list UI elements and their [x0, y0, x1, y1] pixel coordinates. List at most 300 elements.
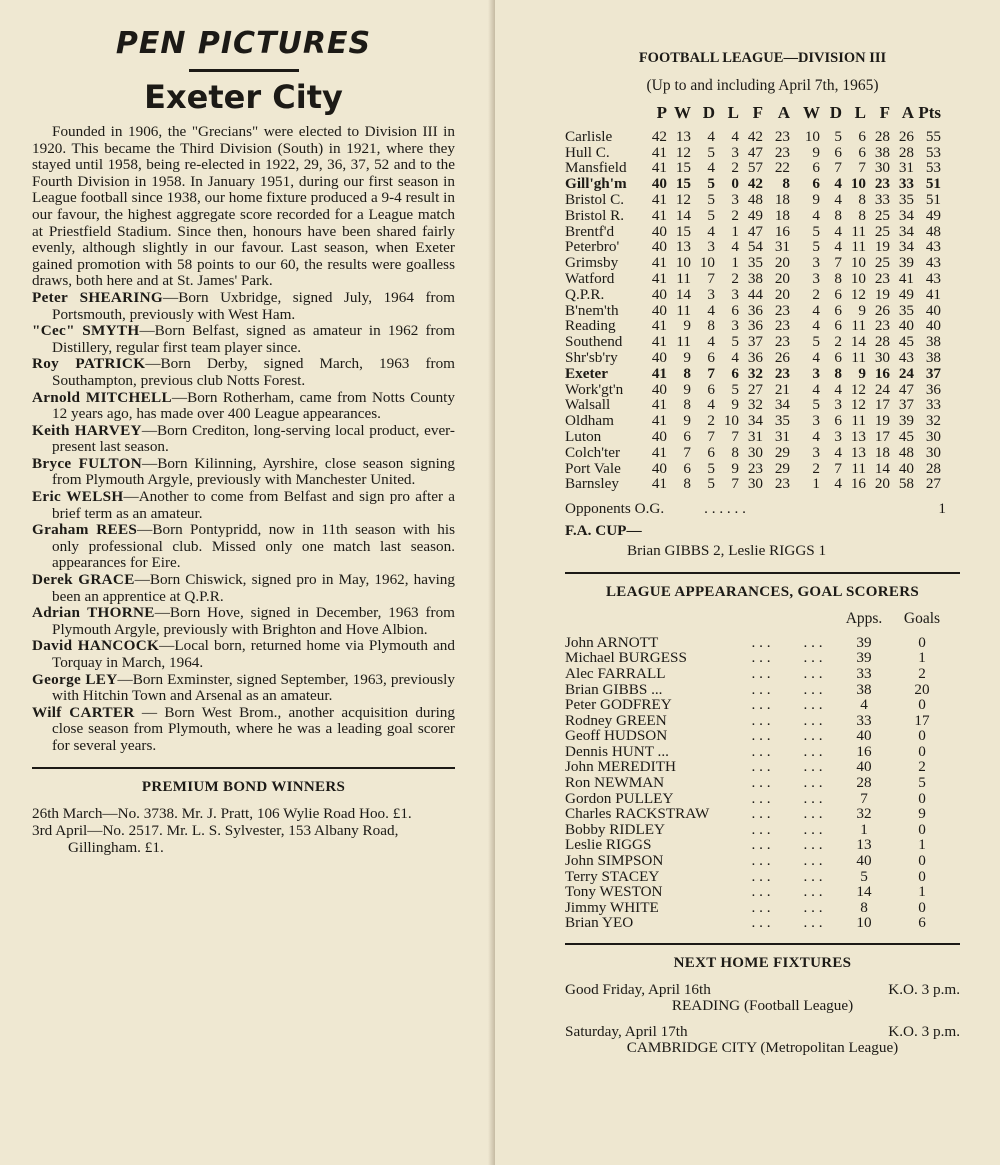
player-name: Peter GODFREY [565, 696, 672, 714]
table-cell: 6 [707, 443, 715, 461]
appearances-count: 7 [860, 789, 868, 807]
leader-dots: . . . [803, 711, 823, 729]
leader-dots: . . . [751, 805, 771, 823]
leader-dots: . . . [751, 649, 771, 667]
table-cell: 41 [651, 333, 667, 351]
table-cell: 6 [858, 127, 866, 145]
table-cell: 7 [683, 443, 691, 461]
table-cell: 19 [874, 285, 890, 303]
table-cell: 41 [651, 206, 667, 224]
table-cell: 34 [898, 238, 914, 256]
leader-dots: . . . [803, 696, 823, 714]
table-cell: 23 [747, 459, 763, 477]
table-cell: 4 [707, 301, 715, 319]
table-cell: 23 [774, 301, 790, 319]
table-cell: 41 [651, 254, 667, 272]
table-cell: 11 [851, 238, 866, 256]
leader-dots: . . . [751, 898, 771, 916]
table-cell: 40 [651, 175, 667, 193]
fixtures-heading: NEXT HOME FIXTURES [673, 955, 852, 971]
leader-dots: . . . [751, 774, 771, 792]
table-cell: 3 [812, 364, 820, 382]
table-cell: 43 [925, 238, 941, 256]
table-cell: 32 [747, 364, 763, 382]
team-name: Brentf'd [565, 222, 615, 240]
player-bio: —Born Rotherham, came from Notts County 12 years ago, has made over 400 League appearances. [52, 388, 455, 423]
table-cell: 6 [707, 380, 715, 398]
team-name: Reading [565, 317, 616, 335]
player-name: Leslie RIGGS [565, 836, 652, 854]
table-cell: 23 [774, 333, 790, 351]
table-cell: 30 [747, 475, 763, 493]
table-cell: 2 [731, 159, 739, 177]
club-title: Exeter City [144, 78, 343, 116]
table-cell: 40 [651, 285, 667, 303]
team-name: Mansfield [565, 159, 627, 177]
table-cell: 53 [925, 143, 941, 161]
appearances-count: 33 [856, 664, 872, 682]
player-profile [32, 605, 455, 638]
table-cell: 49 [898, 285, 914, 303]
table-cell: 6 [731, 301, 739, 319]
table-cell: 30 [925, 427, 941, 445]
table-cell: 41 [925, 285, 941, 303]
table-cell: 24 [898, 364, 914, 382]
table-cell: 8 [707, 317, 715, 335]
column-header: L [727, 103, 739, 122]
player-profile [32, 672, 455, 705]
fixture-opponent: READING (Football League) [671, 997, 854, 1014]
player-bio: —Local born, returned home via Plymouth and Torquay in March, 1964. [52, 637, 455, 671]
table-cell: 5 [707, 143, 715, 161]
table-cell: 4 [834, 175, 842, 193]
leader-dots: . . . [803, 852, 823, 870]
pen-pictures-heading: PEN PICTURES [115, 26, 372, 61]
team-name: Southend [565, 333, 623, 351]
league-table-date: (Up to and including April 7th, 1965) [646, 77, 879, 94]
appearances-count: 28 [856, 774, 872, 792]
goals-count: 2 [918, 758, 926, 776]
table-cell: 44 [747, 285, 763, 303]
table-cell: 8 [858, 190, 866, 208]
league-table [565, 105, 941, 492]
table-cell: 7 [834, 254, 842, 272]
table-cell: 32 [925, 412, 941, 430]
leader-dots: . . . [803, 789, 823, 807]
own-goals-label: Opponents O.G. [565, 500, 665, 518]
league-table-row [565, 239, 941, 255]
table-cell: 33 [925, 396, 941, 414]
table-cell: 4 [731, 127, 739, 145]
player-profile [32, 390, 455, 423]
own-goals-dots: . . . . . . [704, 500, 746, 518]
leader-dots: . . . [751, 680, 771, 698]
table-cell: 20 [774, 285, 790, 303]
goals-count: 20 [914, 680, 930, 698]
team-name: Carlisle [565, 127, 613, 145]
table-cell: 37 [925, 364, 941, 382]
player-profile [32, 323, 455, 356]
player-name: Gordon PULLEY [565, 789, 674, 807]
table-cell: 2 [812, 285, 820, 303]
column-header: D [829, 103, 842, 122]
player-name: Bobby RIDLEY [565, 820, 665, 838]
goals-count: 0 [918, 696, 926, 714]
table-cell: 11 [851, 412, 866, 430]
table-cell: 22 [774, 159, 790, 177]
table-cell: 8 [834, 364, 842, 382]
player-name: David HANCOCK [32, 637, 160, 655]
team-name: Port Vale [565, 459, 621, 477]
goals-count: 2 [918, 664, 926, 682]
table-cell: 9 [731, 459, 739, 477]
goals-count: 0 [918, 820, 926, 838]
team-name: Barnsley [565, 475, 619, 493]
table-cell: 6 [812, 159, 820, 177]
league-table-row [565, 176, 941, 192]
table-cell: 57 [747, 159, 763, 177]
table-cell: 40 [651, 301, 667, 319]
league-table-row [565, 224, 941, 240]
table-cell: 41 [651, 396, 667, 414]
table-cell: 3 [707, 285, 715, 303]
team-name: Grimsby [565, 254, 619, 272]
appearances-count: 10 [856, 914, 872, 932]
league-table-row [565, 208, 941, 224]
player-name: Brian YEO [565, 914, 634, 932]
leader-dots: . . . [751, 789, 771, 807]
table-cell: 6 [834, 301, 842, 319]
league-table-row [565, 382, 941, 398]
goals-count: 0 [918, 789, 926, 807]
column-header: Pts [918, 103, 941, 122]
league-table-row [565, 429, 941, 445]
table-cell: 48 [747, 190, 763, 208]
player-name: Arnold MITCHELL [32, 388, 172, 406]
fixture-date: Saturday, April 17th [565, 1023, 688, 1040]
appearances-count: 40 [856, 758, 872, 776]
table-cell: 23 [774, 364, 790, 382]
league-table-row [565, 255, 941, 271]
table-cell: 40 [898, 459, 914, 477]
table-cell: 41 [651, 143, 667, 161]
leader-dots: . . . [751, 867, 771, 885]
table-cell: 12 [675, 143, 691, 161]
player-profile [32, 290, 455, 323]
column-header: F [752, 103, 763, 122]
leader-dots: . . . [751, 758, 771, 776]
table-cell: 1 [731, 222, 739, 240]
league-table-row [565, 413, 941, 429]
table-cell: 4 [834, 443, 842, 461]
table-cell: 36 [925, 380, 941, 398]
table-cell: 34 [747, 412, 763, 430]
table-cell: 4 [731, 238, 739, 256]
appearances-count: 39 [856, 633, 872, 651]
table-cell: 25 [874, 222, 890, 240]
table-cell: 6 [834, 285, 842, 303]
table-cell: 30 [874, 348, 890, 366]
table-cell: 55 [925, 127, 941, 145]
appearance-row [565, 666, 955, 682]
column-header: A [777, 103, 790, 122]
goals-count: 5 [918, 774, 926, 792]
player-bio: —Born Derby, signed March, 1963 from Southampton, previous club Notts Forest. [52, 355, 455, 389]
table-cell: 4 [834, 380, 842, 398]
table-cell: 6 [683, 427, 691, 445]
table-cell: 31 [747, 427, 763, 445]
player-name: Dennis HUNT ... [565, 742, 669, 760]
goals-count: 17 [914, 711, 930, 729]
table-cell: 39 [898, 254, 914, 272]
table-cell: 11 [851, 459, 866, 477]
column-header: A [901, 103, 914, 122]
player-name: John SIMPSON [565, 852, 664, 870]
table-cell: 19 [874, 238, 890, 256]
player-name: Michael BURGESS [565, 649, 687, 667]
player-name: Tony WESTON [565, 883, 663, 901]
table-cell: 5 [707, 475, 715, 493]
table-cell: 12 [850, 380, 866, 398]
heading-rule [189, 69, 299, 72]
player-name: Geoff HUDSON [565, 727, 668, 745]
player-bio: —Born Kilinning, Ayrshire, close season signing from Plymouth Argyle, previously with Manchester United. [52, 454, 455, 489]
column-header: W [674, 103, 691, 122]
table-cell: 1 [812, 475, 820, 493]
player-name: Bryce FULTON [32, 454, 143, 472]
table-cell: 4 [834, 475, 842, 493]
table-cell: 35 [774, 412, 790, 430]
goals-count: 6 [918, 914, 926, 932]
table-cell: 4 [812, 301, 820, 319]
table-cell: 15 [675, 159, 691, 177]
table-cell: 7 [834, 459, 842, 477]
table-cell: 41 [651, 475, 667, 493]
table-cell: 11 [676, 269, 691, 287]
table-cell: 20 [774, 269, 790, 287]
table-cell: 42 [651, 127, 667, 145]
table-cell: 41 [651, 269, 667, 287]
table-cell: 34 [774, 396, 790, 414]
table-cell: 47 [747, 222, 763, 240]
table-cell: 4 [812, 206, 820, 224]
appearances-count: 5 [860, 867, 868, 885]
table-cell: 9 [683, 380, 691, 398]
table-cell: 41 [651, 317, 667, 335]
appearances-count: 38 [856, 680, 872, 698]
team-name: Oldham [565, 412, 614, 430]
table-cell: 43 [925, 269, 941, 287]
goals-count: 0 [918, 633, 926, 651]
team-name: Exeter [565, 364, 609, 382]
table-cell: 27 [747, 380, 763, 398]
table-cell: 8 [834, 269, 842, 287]
table-cell: 33 [898, 175, 914, 193]
table-cell: 49 [925, 206, 941, 224]
player-name: Eric WELSH [32, 488, 124, 506]
table-cell: 47 [898, 380, 914, 398]
table-cell: 37 [747, 333, 763, 351]
column-header: D [702, 103, 715, 122]
table-cell: 4 [812, 427, 820, 445]
appearance-row [565, 697, 955, 713]
fixture-item [565, 982, 960, 1014]
table-cell: 5 [812, 238, 820, 256]
appearances-count: 4 [860, 696, 868, 714]
table-cell: 2 [731, 269, 739, 287]
fa-cup-scorers: Brian GIBBS 2, Leslie RIGGS 1 [627, 542, 827, 560]
leader-dots: . . . [803, 727, 823, 745]
player-profile [32, 705, 455, 755]
fixture-opponent: CAMBRIDGE CITY (Metropolitan League) [626, 1039, 899, 1056]
table-cell: 11 [851, 222, 866, 240]
table-cell: 3 [731, 143, 739, 161]
table-cell: 7 [731, 427, 739, 445]
player-profile [32, 522, 455, 572]
table-cell: 11 [851, 317, 866, 335]
table-cell: 4 [812, 348, 820, 366]
goals-count: 0 [918, 742, 926, 760]
goals-count: 0 [918, 852, 926, 870]
table-cell: 10 [850, 254, 866, 272]
table-cell: 3 [731, 285, 739, 303]
table-cell: 2 [834, 333, 842, 351]
leader-dots: . . . [751, 836, 771, 854]
table-cell: 5 [731, 380, 739, 398]
table-cell: 13 [850, 427, 866, 445]
leader-dots: . . . [803, 633, 823, 651]
left-page [0, 0, 495, 1165]
table-cell: 14 [675, 285, 691, 303]
appearance-row [565, 759, 955, 775]
player-name: Graham REES [32, 521, 138, 539]
table-cell: 10 [850, 175, 866, 193]
team-name: Work'gt'n [565, 380, 624, 398]
table-cell: 4 [707, 159, 715, 177]
appearances-header [565, 611, 955, 635]
league-table-row [565, 271, 941, 287]
table-cell: 31 [774, 427, 790, 445]
table-cell: 1 [731, 254, 739, 272]
table-cell: 39 [898, 412, 914, 430]
table-cell: 10 [699, 254, 715, 272]
club-history: Founded in 1906, the "Grecians" were elected to Division III in 1920. This became the Third Division (South) in 1921, where they stayed until 1958, being re-elected in 1922, 29, 36, 37, 52 and to the Fourth Division in 1958. In January 1951, during our first season in League football since 1938, our home fixture produced a 9-4 result in our favour, the highest aggregate score recorded for a League match at Priestfield Stadium. Since then, honours have been shared fairly evenly, although slightly in our favour. Last season, when Exeter gained promotion with 58 points to our 60, the results were goalless draws, both here and at St. James' Park. [32, 123, 455, 290]
table-cell: 4 [707, 333, 715, 351]
appearance-row [565, 822, 955, 838]
table-cell: 2 [707, 412, 715, 430]
table-cell: 14 [874, 459, 890, 477]
premium-bond-heading: PREMIUM BOND WINNERS [141, 778, 346, 795]
table-cell: 4 [707, 222, 715, 240]
player-profile [32, 456, 455, 489]
section-divider [565, 572, 960, 574]
fixture-date-row [565, 1024, 960, 1040]
fixture-kickoff: K.O. 3 p.m. [888, 1023, 960, 1040]
table-cell: 3 [812, 254, 820, 272]
column-header: L [854, 103, 866, 122]
table-cell: 9 [858, 301, 866, 319]
appearances-count: 16 [856, 742, 872, 760]
table-cell: 40 [925, 317, 941, 335]
table-cell: 4 [731, 348, 739, 366]
table-cell: 3 [812, 269, 820, 287]
table-cell: 6 [812, 175, 820, 193]
leader-dots: . . . [803, 914, 823, 932]
section-divider [32, 767, 455, 769]
player-name: John MEREDITH [565, 758, 676, 776]
table-cell: 24 [874, 380, 890, 398]
table-cell: 30 [747, 443, 763, 461]
team-name: Hull C. [565, 143, 610, 161]
league-table-heading: FOOTBALL LEAGUE—DIVISION III [638, 50, 887, 66]
table-cell: 11 [676, 333, 691, 351]
table-cell: 6 [858, 143, 866, 161]
appearance-row [565, 682, 955, 698]
player-bio: —Born Chiswick, signed pro in May, 1962, having been an apprentice at Q.P.R. [52, 571, 455, 605]
appearances-table [565, 611, 955, 931]
table-cell: 48 [898, 443, 914, 461]
table-cell: 9 [812, 143, 820, 161]
table-cell: 9 [858, 364, 866, 382]
appearance-row [565, 775, 955, 791]
leader-dots: . . . [803, 774, 823, 792]
table-cell: 28 [874, 127, 890, 145]
table-cell: 7 [707, 427, 715, 445]
appearance-row [565, 806, 955, 822]
table-cell: 3 [707, 238, 715, 256]
table-cell: 14 [675, 206, 691, 224]
table-cell: 25 [874, 254, 890, 272]
goals-count: 0 [918, 867, 926, 885]
table-cell: 5 [812, 222, 820, 240]
appearances-count: 1 [860, 820, 868, 838]
table-cell: 25 [874, 206, 890, 224]
table-cell: 45 [898, 333, 914, 351]
fixtures-list [565, 982, 960, 1056]
player-name: Alec FARRALL [565, 664, 666, 682]
table-cell: 12 [850, 396, 866, 414]
table-cell: 13 [675, 127, 691, 145]
player-name: Brian GIBBS ... [565, 680, 663, 698]
team-name: Peterbro' [565, 238, 620, 256]
table-cell: 28 [898, 143, 914, 161]
league-table-row [565, 287, 941, 303]
table-cell: 0 [731, 175, 739, 193]
table-cell: 47 [747, 143, 763, 161]
appearances-count: 8 [860, 898, 868, 916]
table-cell: 3 [834, 396, 842, 414]
appearance-row [565, 791, 955, 807]
column-header: F [879, 103, 890, 122]
team-name: Watford [565, 269, 615, 287]
player-profile [32, 356, 455, 389]
table-cell: 40 [651, 459, 667, 477]
appearance-row [565, 869, 955, 885]
player-name: Charles RACKSTRAW [565, 805, 710, 823]
goals-column-header: Goals [903, 610, 941, 628]
table-cell: 40 [651, 427, 667, 445]
table-cell: 34 [898, 222, 914, 240]
table-cell: 49 [747, 206, 763, 224]
table-cell: 23 [774, 317, 790, 335]
table-cell: 41 [651, 364, 667, 382]
table-cell: 32 [747, 396, 763, 414]
leader-dots: . . . [751, 696, 771, 714]
team-name: Q.P.R. [565, 285, 605, 303]
appearance-row [565, 650, 955, 666]
table-cell: 7 [858, 159, 866, 177]
team-name: Luton [565, 427, 602, 445]
